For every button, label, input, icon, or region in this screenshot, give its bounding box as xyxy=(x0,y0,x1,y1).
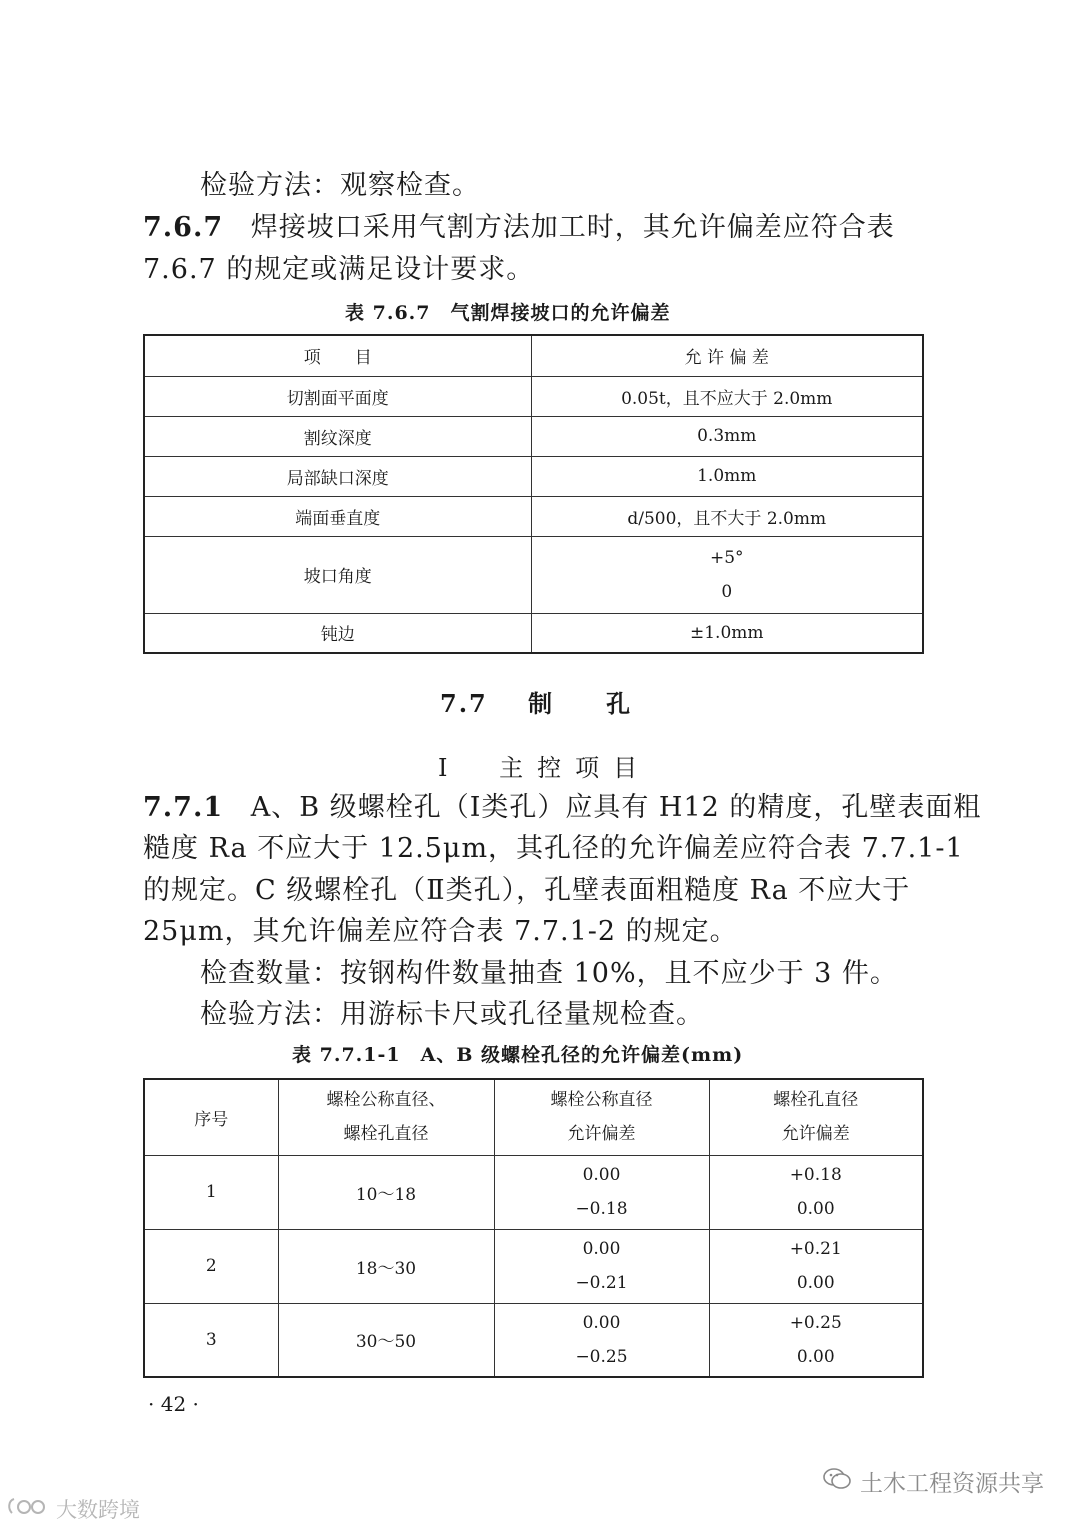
tolerance-upper: 0.00 xyxy=(582,1312,621,1333)
clause-7-7-1-line3: 的规定。C 级螺栓孔（Ⅱ类孔），孔壁表面粗糙度 Ra 不应大于 xyxy=(143,875,911,906)
tolerance-lower: 0.00 xyxy=(796,1199,835,1219)
item-cell: 切割面平面度 xyxy=(144,376,531,416)
item-cell: 钝边 xyxy=(144,613,531,653)
subsection-numeral: Ⅰ xyxy=(438,754,462,782)
clause-number: 7.6.7 xyxy=(143,212,224,243)
header-cell xyxy=(709,1079,923,1155)
tolerance-cell: ±1.0mm xyxy=(531,613,923,653)
tolerance-lower: −0.25 xyxy=(575,1346,628,1367)
table-row xyxy=(144,456,923,496)
header-line: 螺栓公称直径 xyxy=(550,1090,653,1111)
index-cell: 2 xyxy=(144,1229,278,1303)
header-line: 允许偏差 xyxy=(781,1124,850,1145)
clause-7-7-1-line4: 25μm，其允许偏差应符合表 7.7.1-2 的规定。 xyxy=(143,916,738,947)
table-7-7-1-1 xyxy=(143,1078,924,1378)
table-caption: 表 7.6.7 气割焊接坡口的允许偏差 xyxy=(345,302,671,324)
tolerance-lower: 0 xyxy=(721,581,733,602)
table-caption: 表 7.7.1-1 A、B 级螺栓孔径的允许偏差(mm) xyxy=(292,1044,744,1066)
header-cell: 项 目 xyxy=(144,335,531,376)
tolerance-lower: 0.00 xyxy=(796,1273,835,1293)
watermark-right xyxy=(822,1465,1044,1498)
tolerance-lower: 0.00 xyxy=(796,1346,835,1367)
range-cell: 30～50 xyxy=(278,1303,494,1377)
subsection-heading xyxy=(438,748,651,783)
clause-7-7-1 xyxy=(143,788,981,828)
tolerance-upper: 0.00 xyxy=(582,1165,621,1185)
header-line: 螺栓孔直径 xyxy=(773,1090,859,1111)
clause-7-6-7-cont: 7.6.7 的规定或满足设计要求。 xyxy=(143,254,535,285)
table-row xyxy=(144,1229,923,1303)
table-7-6-7 xyxy=(143,334,924,654)
table-header-row xyxy=(144,1079,923,1155)
page-number: · 42 · xyxy=(148,1392,199,1416)
tolerance-upper: +5° xyxy=(709,547,744,568)
header-cell xyxy=(494,1079,709,1155)
item-cell: 坡口角度 xyxy=(144,536,531,613)
tolerance-cell xyxy=(531,536,923,613)
hole-tolerance-cell xyxy=(709,1303,923,1377)
tolerance-upper: +0.18 xyxy=(789,1165,842,1185)
range-cell: 18～30 xyxy=(278,1229,494,1303)
inspection-quantity-text: 检查数量：按钢构件数量抽查 10%，且不应少于 3 件。 xyxy=(200,958,898,989)
watermark-text: 大数跨境 xyxy=(56,1498,140,1522)
watermark-text: 土木工程资源共享 xyxy=(860,1471,1044,1497)
tolerance-cell: 0.3mm xyxy=(531,416,923,456)
section-heading xyxy=(440,684,632,719)
item-cell: 局部缺口深度 xyxy=(144,456,531,496)
inspection-method-text-2: 检验方法：用游标卡尺或孔径量规检查。 xyxy=(200,999,704,1030)
hole-tolerance-cell xyxy=(709,1229,923,1303)
header-line: 允许偏差 xyxy=(567,1124,636,1145)
range-cell: 10～18 xyxy=(278,1155,494,1229)
logo-icon xyxy=(6,1495,50,1524)
tolerance-upper: +0.25 xyxy=(789,1312,842,1333)
header-line: 螺栓公称直径、 xyxy=(326,1090,446,1111)
table-row xyxy=(144,416,923,456)
index-cell: 1 xyxy=(144,1155,278,1229)
table-row xyxy=(144,1155,923,1229)
tolerance-upper: +0.21 xyxy=(789,1239,842,1259)
item-cell: 割纹深度 xyxy=(144,416,531,456)
clause-7-7-1-line2: 糙度 Ra 不应大于 12.5μm，其孔径的允许偏差应符合表 7.7.1-1 xyxy=(143,833,964,864)
header-cell: 允 许 偏 差 xyxy=(531,335,923,376)
section-number: 7.7 xyxy=(440,689,488,718)
table-row xyxy=(144,613,923,653)
tolerance-lower: −0.21 xyxy=(575,1273,628,1293)
table-row xyxy=(144,1303,923,1377)
clause-number: 7.7.1 xyxy=(143,792,224,823)
table-row xyxy=(144,496,923,536)
section-title: 制 孔 xyxy=(528,689,633,718)
tolerance-cell: 1.0mm xyxy=(531,456,923,496)
clause-7-6-7 xyxy=(143,208,895,248)
tolerance-cell: 0.05t，且不应大于 2.0mm xyxy=(531,376,923,416)
subsection-title: 主控项目 xyxy=(499,754,652,782)
table-header-row xyxy=(144,335,923,376)
bolt-tolerance-cell xyxy=(494,1229,709,1303)
hole-tolerance-cell xyxy=(709,1155,923,1229)
tolerance-upper: 0.00 xyxy=(582,1239,621,1259)
clause-text: A、B 级螺栓孔（Ⅰ类孔）应具有 H12 的精度，孔壁表面粗 xyxy=(250,792,982,823)
header-cell: 序号 xyxy=(144,1079,278,1155)
table-row xyxy=(144,376,923,416)
index-cell: 3 xyxy=(144,1303,278,1377)
watermark-left xyxy=(6,1494,140,1524)
wechat-icon xyxy=(822,1466,852,1498)
bolt-tolerance-cell xyxy=(494,1155,709,1229)
clause-text: 焊接坡口采用气割方法加工时，其允许偏差应符合表 xyxy=(250,212,895,243)
header-cell xyxy=(278,1079,494,1155)
table-row xyxy=(144,536,923,613)
bolt-tolerance-cell xyxy=(494,1303,709,1377)
item-cell: 端面垂直度 xyxy=(144,496,531,536)
inspection-method-text: 检验方法：观察检查。 xyxy=(200,170,480,201)
tolerance-lower: −0.18 xyxy=(575,1199,628,1219)
header-line: 螺栓孔直径 xyxy=(343,1124,429,1145)
tolerance-cell: d/500，且不大于 2.0mm xyxy=(531,496,923,536)
